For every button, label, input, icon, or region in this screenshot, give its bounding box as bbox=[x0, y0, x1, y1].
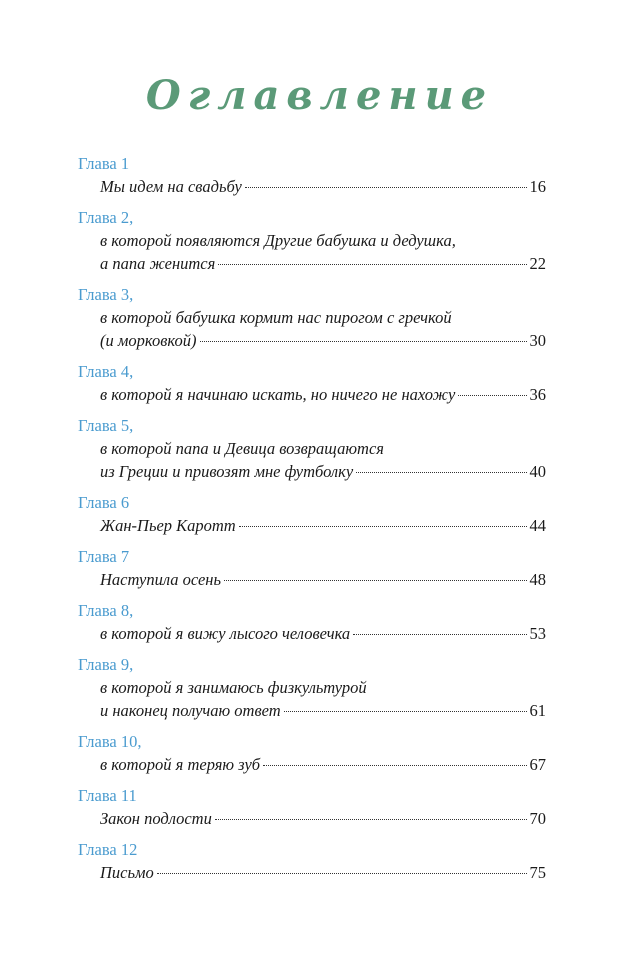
chapter-title-last-line bbox=[100, 753, 546, 776]
page-title: Оглавление bbox=[145, 72, 494, 119]
table-of-contents bbox=[78, 152, 546, 892]
chapter-title-line: в которой появляются Другие бабушка и дедушка, bbox=[100, 231, 456, 250]
chapter-title-last-line bbox=[100, 514, 546, 537]
dot-leader bbox=[239, 526, 527, 527]
toc-chapter[interactable] bbox=[78, 283, 546, 352]
chapter-label: Глава 1 bbox=[78, 154, 130, 173]
chapter-label: Глава 12 bbox=[78, 840, 138, 859]
page-number: 44 bbox=[529, 516, 546, 535]
page-number: 53 bbox=[529, 624, 546, 643]
chapter-label: Глава 11 bbox=[78, 786, 137, 805]
chapter-title-last-line bbox=[100, 252, 546, 275]
chapter-title-text: в которой я начинаю искать, но ничего не нахожу bbox=[100, 385, 456, 404]
chapter-title-last-line bbox=[100, 568, 546, 591]
chapter-title bbox=[78, 175, 546, 198]
toc-chapter[interactable] bbox=[78, 599, 546, 645]
chapter-label: Глава 4, bbox=[78, 362, 134, 381]
toc-chapter[interactable] bbox=[78, 784, 546, 830]
page-number: 67 bbox=[529, 755, 546, 774]
chapter-label: Глава 7 bbox=[78, 547, 130, 566]
chapter-title-last-line bbox=[100, 861, 546, 884]
chapter-title-last-line bbox=[100, 699, 546, 722]
chapter-title-text: Закон подлости bbox=[100, 809, 212, 828]
toc-chapter[interactable] bbox=[78, 360, 546, 406]
chapter-title-last-line bbox=[100, 807, 546, 830]
chapter-title-line: в которой я занимаюсь физкультурой bbox=[100, 678, 367, 697]
toc-chapter[interactable] bbox=[78, 206, 546, 275]
chapter-title bbox=[78, 807, 546, 830]
chapter-title-text: из Греции и привозят мне футболку bbox=[100, 462, 354, 481]
chapter-label: Глава 6 bbox=[78, 493, 130, 512]
chapter-title bbox=[78, 437, 546, 483]
chapter-label: Глава 3, bbox=[78, 285, 134, 304]
chapter-title bbox=[78, 568, 546, 591]
page-number: 40 bbox=[529, 462, 546, 481]
chapter-title-text: Наступила осень bbox=[100, 570, 221, 589]
page-number: 70 bbox=[529, 809, 546, 828]
chapter-label: Глава 8, bbox=[78, 601, 134, 620]
toc-chapter[interactable] bbox=[78, 152, 546, 198]
page-number: 22 bbox=[529, 254, 546, 273]
dot-leader bbox=[157, 873, 527, 874]
chapter-title-text: а папа женится bbox=[100, 254, 216, 273]
page-number: 61 bbox=[529, 701, 546, 720]
toc-chapter[interactable] bbox=[78, 730, 546, 776]
chapter-title-text: (и морковкой) bbox=[100, 331, 197, 350]
page-number: 36 bbox=[529, 385, 546, 404]
chapter-title bbox=[78, 514, 546, 537]
page-number: 75 bbox=[529, 863, 546, 882]
toc-chapter[interactable] bbox=[78, 653, 546, 722]
chapter-title bbox=[78, 753, 546, 776]
chapter-title-line: в которой бабушка кормит нас пирогом с гречкой bbox=[100, 308, 452, 327]
chapter-title bbox=[78, 676, 546, 722]
chapter-title-text: в которой я теряю зуб bbox=[100, 755, 261, 774]
dot-leader bbox=[284, 711, 527, 712]
dot-leader bbox=[224, 580, 527, 581]
chapter-title bbox=[78, 861, 546, 884]
chapter-title bbox=[78, 229, 546, 275]
chapter-title-line: в которой папа и Девица возвращаются bbox=[100, 439, 384, 458]
dot-leader bbox=[218, 264, 526, 265]
chapter-title bbox=[78, 622, 546, 645]
dot-leader bbox=[263, 765, 526, 766]
dot-leader bbox=[356, 472, 526, 473]
chapter-title-text: и наконец получаю ответ bbox=[100, 701, 281, 720]
chapter-label: Глава 10, bbox=[78, 732, 142, 751]
toc-chapter[interactable] bbox=[78, 838, 546, 884]
chapter-title-text: Письмо bbox=[100, 863, 154, 882]
dot-leader bbox=[245, 187, 527, 188]
page-number: 30 bbox=[529, 331, 546, 350]
dot-leader bbox=[215, 819, 527, 820]
chapter-title-last-line bbox=[100, 622, 546, 645]
chapter-title-last-line bbox=[100, 383, 546, 406]
chapter-title bbox=[78, 383, 546, 406]
chapter-label: Глава 9, bbox=[78, 655, 134, 674]
chapter-title-last-line bbox=[100, 460, 546, 483]
chapter-title-last-line bbox=[100, 329, 546, 352]
dot-leader bbox=[353, 634, 526, 635]
toc-chapter[interactable] bbox=[78, 491, 546, 537]
chapter-label: Глава 2, bbox=[78, 208, 134, 227]
toc-chapter[interactable] bbox=[78, 545, 546, 591]
chapter-label: Глава 5, bbox=[78, 416, 134, 435]
toc-chapter[interactable] bbox=[78, 414, 546, 483]
page-number: 48 bbox=[529, 570, 546, 589]
dot-leader bbox=[458, 395, 526, 396]
chapter-title-text: в которой я вижу лысого человечка bbox=[100, 624, 351, 643]
page-number: 16 bbox=[529, 177, 546, 196]
chapter-title-text: Жан-Пьер Каротт bbox=[100, 516, 236, 535]
chapter-title bbox=[78, 306, 546, 352]
chapter-title-last-line bbox=[100, 175, 546, 198]
dot-leader bbox=[200, 341, 527, 342]
chapter-title-text: Мы идем на свадьбу bbox=[100, 177, 242, 196]
